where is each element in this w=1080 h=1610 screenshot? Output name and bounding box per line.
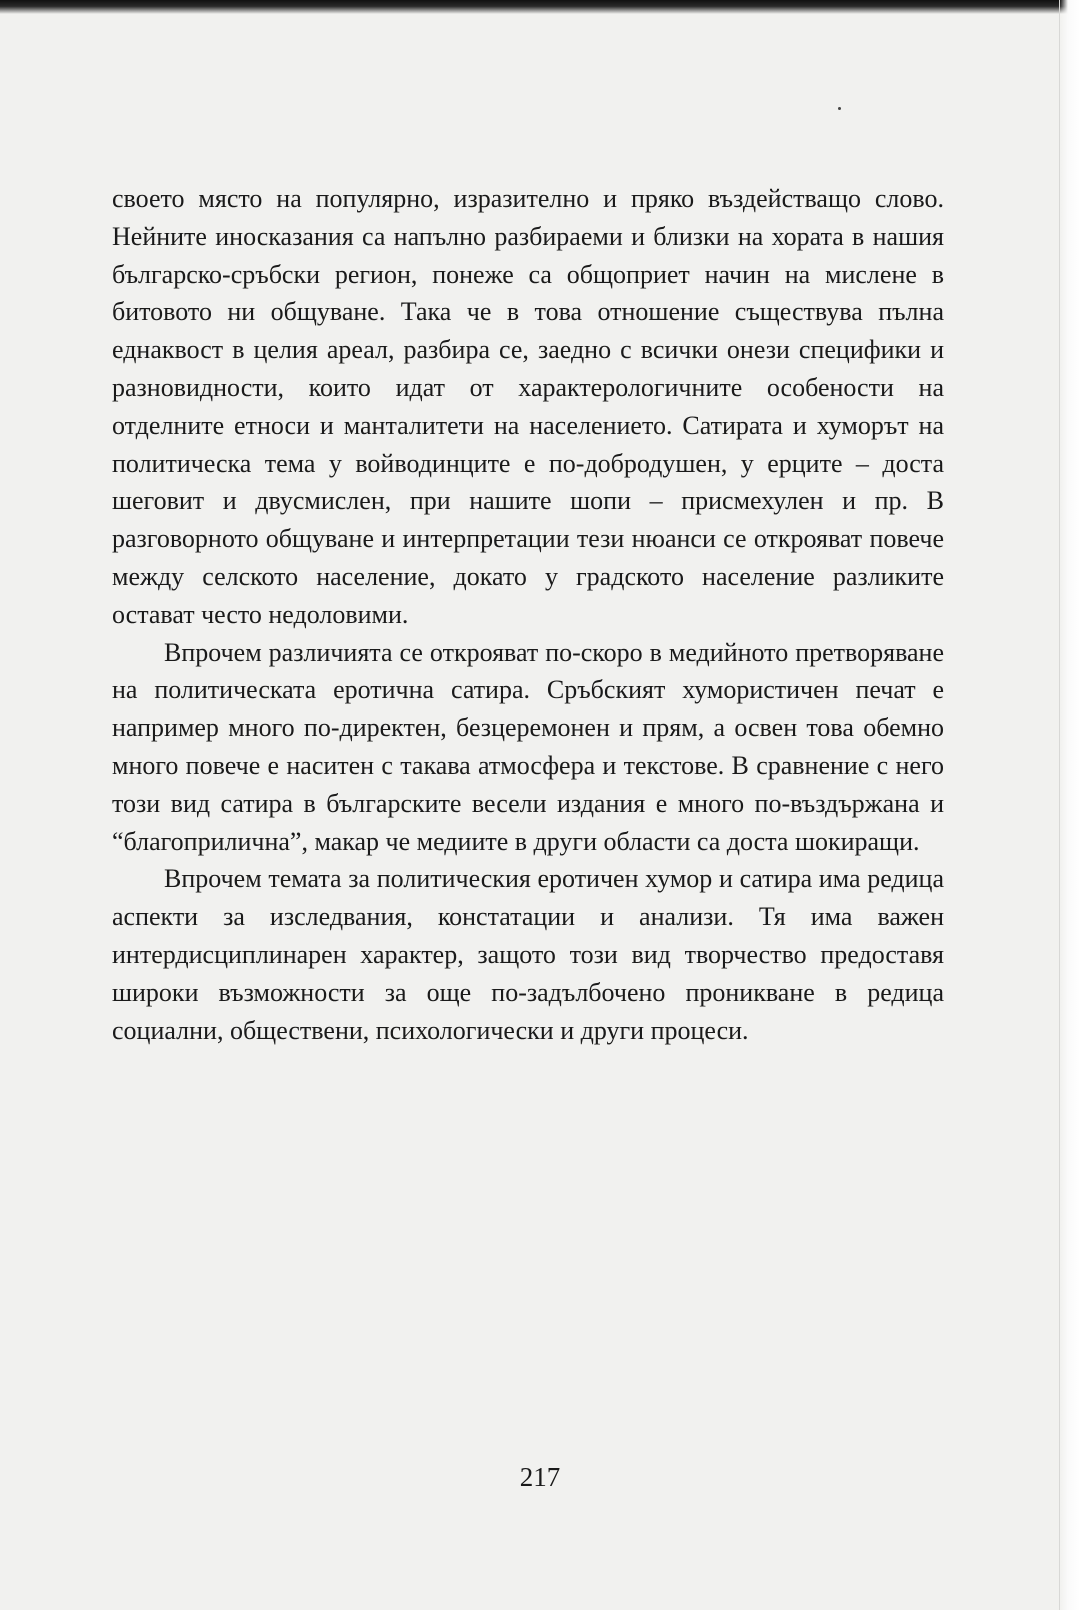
page-number: 217	[519, 1462, 561, 1492]
scan-top-edge	[0, 0, 1080, 14]
paragraph-3: Впрочем темата за политическия еротичен хумор и сатира има редица аспекти за изследвания, констатации и анализи. Тя има важен интердисциплинарен характер, защото този вид творчество предоставя широки възможности за още по-задълбочено проникване в редица социални, обществени, психологически и други процеси.	[112, 864, 944, 1045]
paragraph-2: Впрочем различията се открояват по-скоро в медийното претворяване на политическата еротична сатира. Сръбският хумористичен печат е например много по-директен, безцеремонен и прям, а освен това обемно много повече е наситен с такава атмосфера и текстове. В сравнение с него този вид сатира в българските весели издания е много по-въздържана и “благоприлична”, макар че медиите в други области са доста шокиращи.	[112, 637, 944, 856]
paragraph-1: своето място на популярно, изразително и пряко въздействащо слово. Нейните иносказания са напълно разбираеми и близки на хората в нашия българско-сръбски регион, понеже са общоприет начин на мислене в битовото ни общуване. Така че в това отношение съществува пълна еднаквост в целия ареал, разбира се, заедно с всички онези специфики и разновидности, които идат от характерологичните особености на отделните етноси и манталитети на населението. Сатирата и хуморът на политическа тема у войводинците е по-добродушен, у ерците – доста шеговит и двусмислен, при нашите шопи – присмехулен и пр. В разговорното общуване и интерпретации тези нюанси се открояват повече между селското население, докато у градското население разликите остават често недоловими.	[112, 184, 944, 629]
page-right-edge	[1059, 0, 1080, 1610]
scan-speck	[838, 107, 841, 110]
page-body	[112, 180, 944, 1049]
